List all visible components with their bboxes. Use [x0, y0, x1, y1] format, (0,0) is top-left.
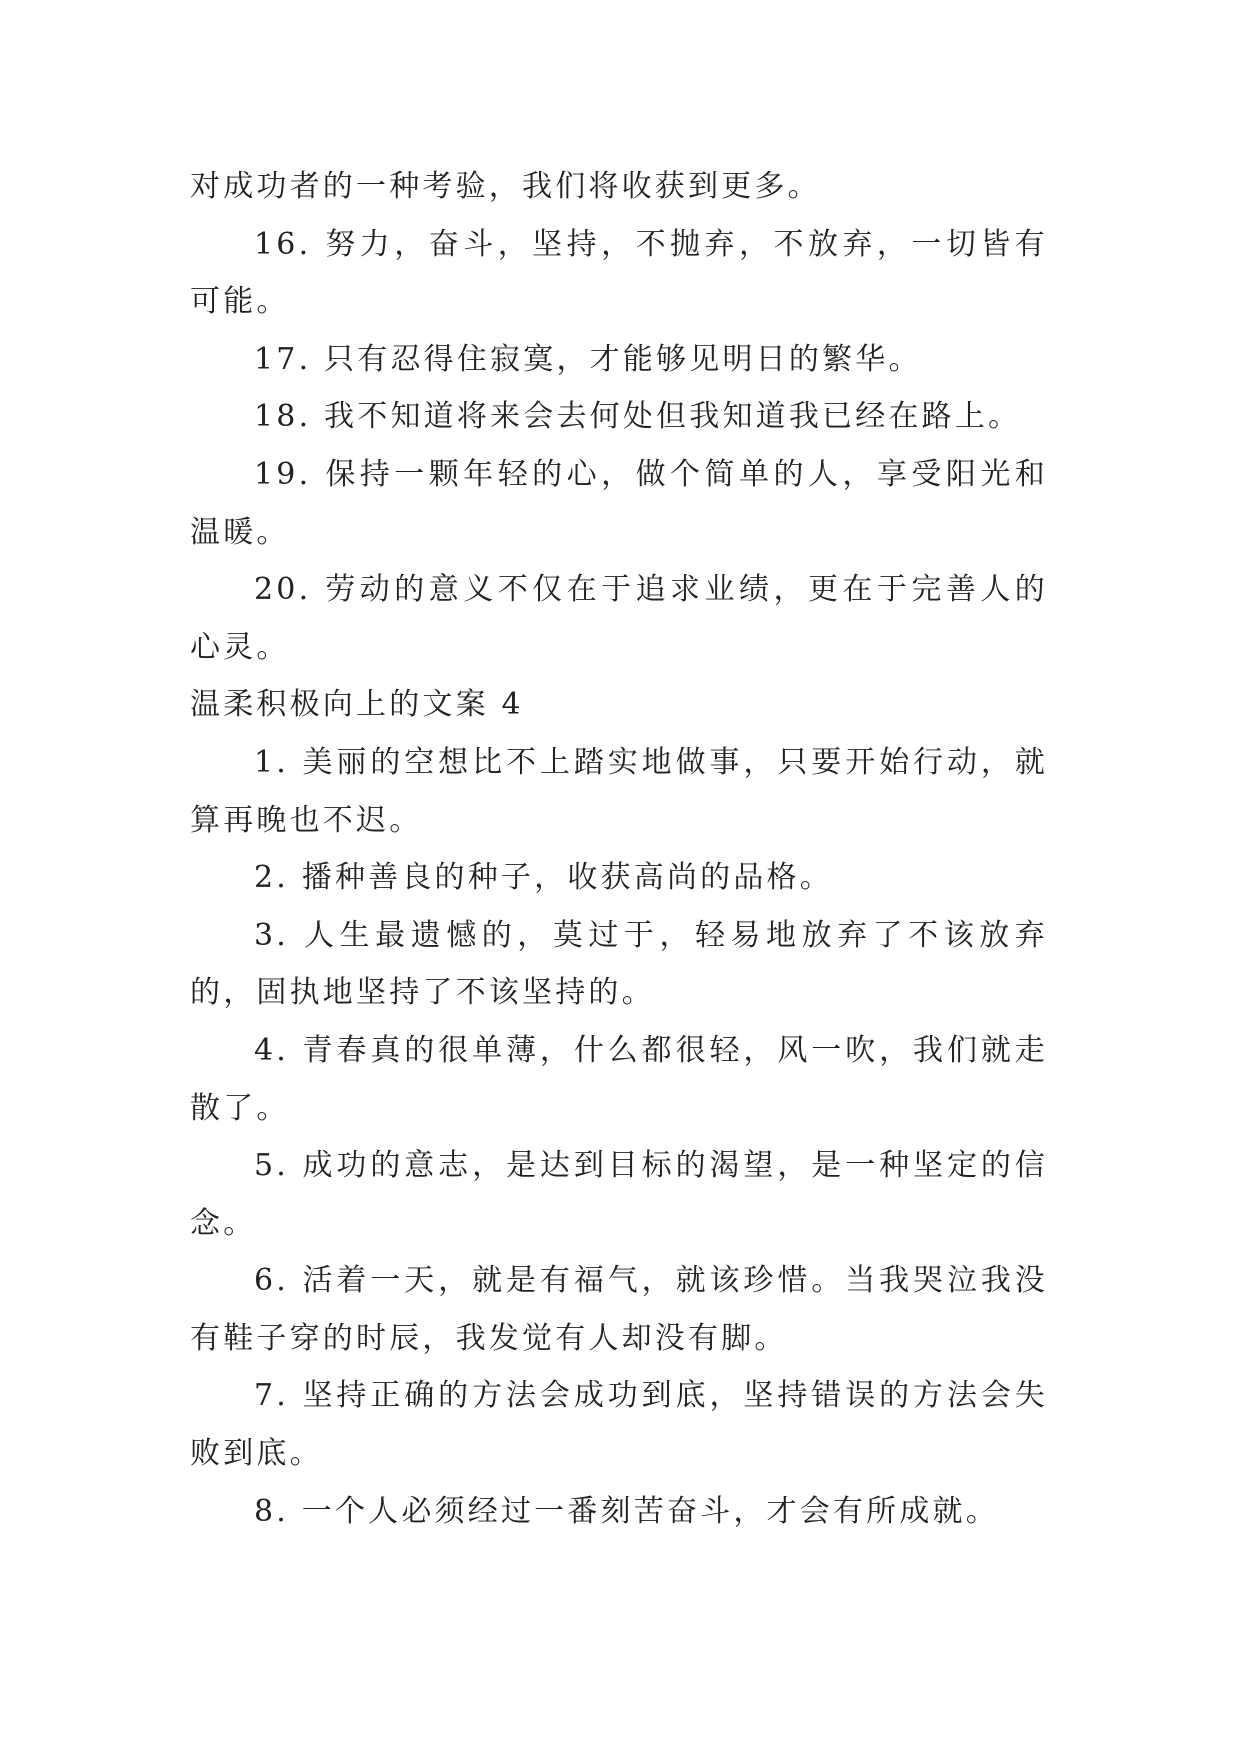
list-item-6: 6. 活着一天，就是有福气，就该珍惜。当我哭泣我没有鞋子穿的时辰，我发觉有人却没有脚。	[190, 1263, 1048, 1356]
document-body	[190, 158, 1048, 1540]
list-item-5: 5. 成功的意志，是达到目标的渴望，是一种坚定的信念。	[190, 1148, 1048, 1241]
lead-paragraph: 对成功者的一种考验，我们将收获到更多。	[190, 169, 821, 204]
section-heading: 温柔积极向上的文案 4	[190, 687, 524, 723]
list-item-18: 18. 我不知道将来会去何处但我知道我已经在路上。	[254, 399, 1022, 435]
list-item-7: 7. 坚持正确的方法会成功到底，坚持错误的方法会失败到底。	[190, 1378, 1048, 1472]
list-item-2: 2. 播种善良的种子，收获高尚的品格。	[254, 860, 833, 896]
list-item-8: 8. 一个人必须经过一番刻苦奋斗，才会有所成就。	[254, 1493, 999, 1529]
list-item-17: 17. 只有忍得住寂寞，才能够见明日的繁华。	[254, 341, 922, 377]
list-item-3: 3. 人生最遗憾的，莫过于，轻易地放弃了不该放弃的，固执地坚持了不该坚持的。	[190, 917, 1048, 1011]
list-item-16: 16. 努力，奋斗，坚持，不抛弃，不放弃，一切皆有可能。	[190, 226, 1048, 320]
list-item-19: 19. 保持一颗年轻的心，做个简单的人，享受阳光和温暖。	[190, 456, 1048, 550]
list-item-1: 1. 美丽的空想比不上踏实地做事，只要开始行动，就算再晚也不迟。	[190, 744, 1048, 838]
list-item-20: 20. 劳动的意义不仅在于追求业绩，更在于完善人的心灵。	[190, 572, 1048, 665]
list-item-4: 4. 青春真的很单薄，什么都很轻，风一吹，我们就走散了。	[190, 1032, 1048, 1126]
